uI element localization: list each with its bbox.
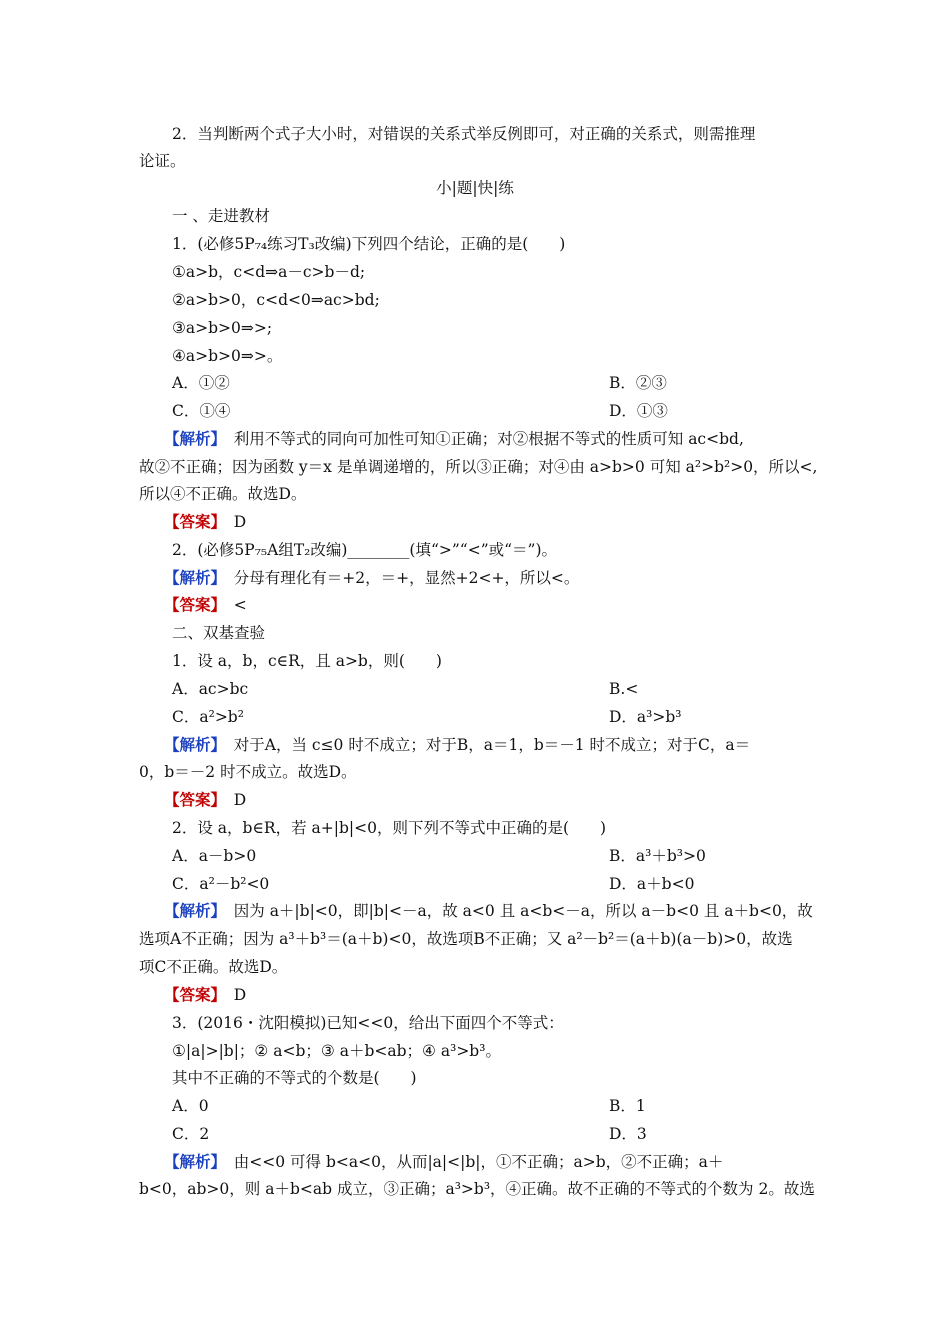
part1-q1-option-c: C．①④ [172, 402, 231, 420]
part1-q1-answer [164, 511, 246, 533]
answer-text: < [218, 596, 247, 614]
part2-q3-items: ①|a|>|b|；② a<b；③ a＋b<ab；④ a³>b³。 [172, 1042, 501, 1060]
part2-q1-option-d: D．a³>b³ [609, 708, 682, 726]
analysis-text: 因为 a＋|b|<0，即|b|<－a，故 a<0 且 a<b<－a，所以 a－b<0 且 a＋b<0，故 [218, 902, 813, 920]
part2-q2-option-a: A．a－b>0 [172, 847, 257, 865]
answer-text: D [218, 986, 247, 1004]
part2-q1-answer [164, 789, 246, 811]
part1-q1-stem: 1．(必修5P₇₄练习T₃改编)下列四个结论，正确的是( ) [172, 235, 566, 253]
analysis-tag: 【解析】 [164, 429, 219, 448]
part1-q1-item-1: ①a>b，c<d⇒a－c>b－d; [172, 263, 366, 281]
part2-q3-option-a: A．0 [172, 1097, 209, 1115]
part1-q1-item-4: ④a>b>0⇒>。 [172, 347, 283, 365]
part2-q3-option-c: C．2 [172, 1125, 210, 1143]
answer-text: D [218, 791, 247, 809]
part2-q2-analysis-line-1 [164, 900, 813, 922]
part2-heading: 二、双基查验 [172, 624, 266, 642]
intro-line-2: 论证。 [139, 152, 186, 170]
part1-q2-answer [164, 594, 247, 616]
part2-q1-option-b: B.< [609, 680, 639, 698]
analysis-tag: 【解析】 [164, 735, 219, 754]
answer-tag: 【答案】 [164, 790, 219, 809]
analysis-tag: 【解析】 [164, 568, 219, 587]
part1-q2-stem: 2．(必修5P₇₅A组T₂改编)________(填“>”“<”或“＝”)。 [172, 541, 558, 559]
analysis-tag: 【解析】 [164, 1152, 219, 1171]
analysis-text: 由<<0 可得 b<a<0，从而|a|<|b|，①不正确；a>b，②不正确；a＋ [218, 1153, 724, 1171]
part1-q1-option-b: B．②③ [609, 374, 667, 392]
part1-q1-analysis-line-3: 所以④不正确。故选D。 [139, 485, 307, 503]
part2-q2-analysis-line-3: 项C不正确。故选D。 [139, 958, 288, 976]
part2-q1-option-c: C．a²>b² [172, 708, 244, 726]
part1-q1-item-3: ③a>b>0⇒>; [172, 319, 273, 337]
part2-q1-option-a: A．ac>bc [172, 680, 249, 698]
part2-q1-analysis-line-1 [164, 734, 750, 756]
part1-q1-analysis-line-1 [164, 428, 744, 450]
part2-q3-analysis-line-1 [164, 1151, 723, 1173]
part1-heading: 一 、走进教材 [172, 207, 270, 225]
part2-q2-option-c: C．a²－b²<0 [172, 875, 270, 893]
part1-q1-analysis-line-2: 故②不正确；因为函数 y＝x 是单调递增的，所以③正确；对④由 a>b>0 可知 a²>b²>0，所以<, [139, 458, 818, 476]
analysis-text: 分母有理化有＝+2，＝+，显然+2<+，所以<。 [218, 569, 580, 587]
part1-q1-item-2: ②a>b>0，c<d<0⇒ac>bd; [172, 291, 380, 309]
answer-tag: 【答案】 [164, 595, 219, 614]
part2-q3-option-b: B．1 [609, 1097, 646, 1115]
analysis-text: 对于A，当 c≤0 时不成立；对于B，a＝1，b＝－1 时不成立；对于C，a＝ [218, 736, 751, 754]
part2-q2-option-d: D．a＋b<0 [609, 875, 695, 893]
part2-q1-analysis-line-2: 0，b＝－2 时不成立。故选D。 [139, 763, 357, 781]
part2-q3-question: 其中不正确的不等式的个数是( ) [172, 1069, 417, 1087]
answer-tag: 【答案】 [164, 985, 219, 1004]
part2-q2-option-b: B．a³＋b³>0 [609, 847, 706, 865]
answer-tag: 【答案】 [164, 512, 219, 531]
part1-q1-option-d: D．①③ [609, 402, 668, 420]
part2-q1-stem: 1．设 a，b，c∈R，且 a>b，则( ) [172, 652, 442, 670]
part2-q3-analysis-line-2: b<0，ab>0，则 a＋b<ab 成立，③正确；a³>b³，④正确。故不正确的不等式的个数为 2。故选 [139, 1180, 815, 1198]
part2-q2-stem: 2．设 a，b∈R，若 a+|b|<0，则下列不等式中正确的是( ) [172, 819, 607, 837]
part2-q3-option-d: D．3 [609, 1125, 647, 1143]
analysis-tag: 【解析】 [164, 901, 219, 920]
analysis-text: 利用不等式的同向可加性可知①正确；对②根据不等式的性质可知 ac<bd, [218, 430, 744, 448]
part1-q2-analysis [164, 567, 579, 589]
part1-q1-option-a: A．①② [172, 374, 230, 392]
part2-q2-analysis-line-2: 选项A不正确；因为 a³＋b³＝(a＋b)<0，故选项B不正确；又 a²－b²＝(a＋b)(a－b)>0，故选 [139, 930, 793, 948]
part2-q3-stem: 3．(2016・沈阳模拟)已知<<0，给出下面四个不等式： [172, 1014, 564, 1032]
section-title: 小|题|快|练 [436, 179, 514, 197]
answer-text: D [218, 513, 247, 531]
part2-q2-answer [164, 984, 246, 1006]
intro-line-1: 2．当判断两个式子大小时，对错误的关系式举反例即可，对正确的关系式，则需推理 [172, 125, 756, 143]
